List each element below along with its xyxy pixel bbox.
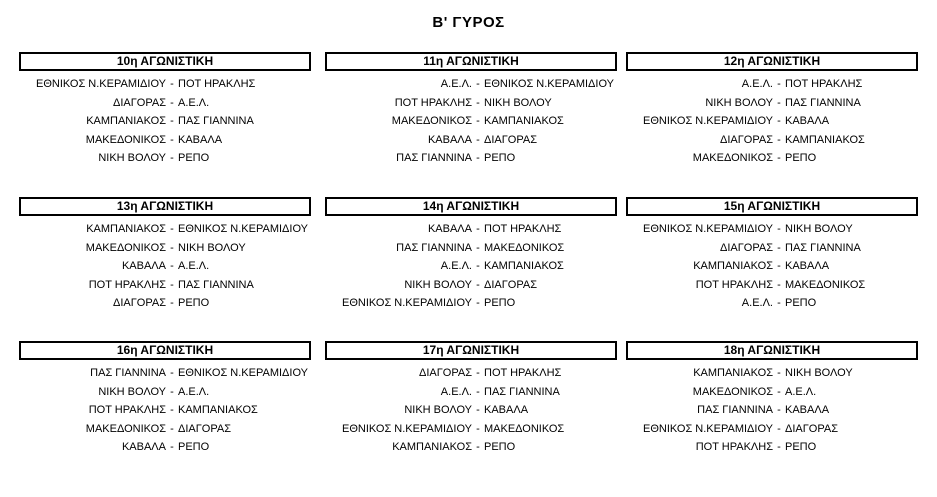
- match-separator: -: [476, 441, 480, 453]
- away-team: ΝΙΚΗ ΒΟΛΟΥ: [785, 223, 853, 235]
- match-row: [19, 75, 311, 94]
- home-team: ΠΑΣ ΓΙΑΝΝΙΝΑ: [396, 152, 472, 164]
- away-team: ΚΑΜΠΑΝΙΑΚΟΣ: [484, 115, 564, 127]
- round-header: 18η ΑΓΩΝΙΣΤΙΚΗ: [626, 341, 918, 360]
- match-separator: -: [170, 404, 174, 416]
- match-row: [19, 94, 311, 113]
- away-team: ΠΑΣ ΓΙΑΝΝΙΝΑ: [484, 385, 560, 398]
- away-team: ΡΕΠΟ: [484, 441, 516, 453]
- round-17: [325, 341, 617, 457]
- match-row: [325, 364, 617, 383]
- away-team: ΚΑΒΑΛΑ: [178, 133, 223, 146]
- round-18: [626, 341, 918, 457]
- away-team: ΚΑΒΑΛΑ: [785, 404, 830, 416]
- match-row: [626, 220, 918, 239]
- match-separator: -: [476, 223, 480, 235]
- match-separator: -: [777, 96, 781, 109]
- away-team: ΡΕΠΟ: [484, 297, 516, 309]
- match-row: [325, 294, 617, 313]
- home-team: ΕΘΝΙΚΟΣ Ν.ΚΕΡΑΜΙΔΙΟΥ: [342, 422, 472, 435]
- home-team: ΝΙΚΗ ΒΟΛΟΥ: [404, 404, 472, 416]
- match-separator: -: [777, 78, 781, 90]
- match-separator: -: [777, 385, 781, 398]
- away-team: ΠΑΣ ΓΙΑΝΝΙΝΑ: [785, 96, 861, 109]
- match-row: [19, 438, 311, 457]
- match-row: [325, 239, 617, 258]
- match-row: [19, 383, 311, 402]
- away-team: ΡΕΠΟ: [178, 297, 210, 309]
- away-team: ΝΙΚΗ ΒΟΛΟΥ: [785, 367, 853, 379]
- match-separator: -: [170, 385, 174, 398]
- away-team: ΜΑΚΕΔΟΝΙΚΟΣ: [785, 278, 866, 291]
- match-separator: -: [476, 115, 480, 127]
- match-separator: -: [476, 78, 480, 90]
- away-team: ΡΕΠΟ: [178, 152, 210, 164]
- away-team: ΔΙΑΓΟΡΑΣ: [785, 422, 839, 435]
- home-team: ΕΘΝΙΚΟΣ Ν.ΚΕΡΑΜΙΔΙΟΥ: [36, 78, 166, 90]
- match-list: [325, 75, 617, 168]
- round-10: [19, 52, 311, 168]
- away-team: Α.Ε.Λ.: [178, 96, 210, 109]
- away-team: ΠΟΤ ΗΡΑΚΛΗΣ: [484, 223, 562, 235]
- match-separator: -: [170, 260, 174, 272]
- home-team: Α.Ε.Λ.: [741, 297, 773, 309]
- match-row: [325, 149, 617, 168]
- match-separator: -: [476, 260, 480, 272]
- match-row: [325, 112, 617, 131]
- away-team: ΔΙΑΓΟΡΑΣ: [484, 278, 538, 291]
- home-team: ΜΑΚΕΔΟΝΙΚΟΣ: [85, 241, 166, 254]
- match-row: [626, 420, 918, 439]
- home-team: ΠΟΤ ΗΡΑΚΛΗΣ: [695, 278, 773, 291]
- match-separator: -: [170, 152, 174, 164]
- match-row: [626, 112, 918, 131]
- match-list: [626, 75, 918, 168]
- away-team: Α.Ε.Λ.: [178, 260, 210, 272]
- match-row: [19, 131, 311, 150]
- match-row: [325, 438, 617, 457]
- round-header: 12η ΑΓΩΝΙΣΤΙΚΗ: [626, 52, 918, 71]
- home-team: ΜΑΚΕΔΟΝΙΚΟΣ: [692, 152, 773, 164]
- home-team: ΚΑΜΠΑΝΙΑΚΟΣ: [86, 115, 166, 127]
- home-team: ΜΑΚΕΔΟΝΙΚΟΣ: [85, 133, 166, 146]
- match-separator: -: [476, 422, 480, 435]
- away-team: ΠΟΤ ΗΡΑΚΛΗΣ: [484, 367, 562, 379]
- round-14: [325, 197, 617, 313]
- away-team: ΝΙΚΗ ΒΟΛΟΥ: [484, 96, 552, 109]
- home-team: ΚΑΒΑΛΑ: [121, 260, 166, 272]
- match-row: [325, 220, 617, 239]
- home-team: ΝΙΚΗ ΒΟΛΟΥ: [98, 385, 166, 398]
- match-row: [19, 239, 311, 258]
- match-row: [626, 401, 918, 420]
- away-team: ΕΘΝΙΚΟΣ Ν.ΚΕΡΑΜΙΔΙΟΥ: [484, 78, 614, 90]
- home-team: ΠΟΤ ΗΡΑΚΛΗΣ: [88, 404, 166, 416]
- home-team: ΚΑΜΠΑΝΙΑΚΟΣ: [392, 441, 472, 453]
- match-row: [325, 276, 617, 295]
- match-separator: -: [777, 297, 781, 309]
- home-team: Α.Ε.Λ.: [440, 78, 472, 90]
- away-team: ΜΑΚΕΔΟΝΙΚΟΣ: [484, 241, 565, 254]
- home-team: ΠΟΤ ΗΡΑΚΛΗΣ: [88, 278, 166, 291]
- match-separator: -: [476, 278, 480, 291]
- match-separator: -: [476, 367, 480, 379]
- round-header: 11η ΑΓΩΝΙΣΤΙΚΗ: [325, 52, 617, 71]
- home-team: ΔΙΑΓΟΡΑΣ: [418, 367, 472, 379]
- match-row: [626, 94, 918, 113]
- match-separator: -: [170, 78, 174, 90]
- match-row: [19, 401, 311, 420]
- round-header: 13η ΑΓΩΝΙΣΤΙΚΗ: [19, 197, 311, 216]
- round-16: [19, 341, 311, 457]
- home-team: ΜΑΚΕΔΟΝΙΚΟΣ: [391, 115, 472, 127]
- away-team: Α.Ε.Λ.: [785, 385, 817, 398]
- match-separator: -: [777, 404, 781, 416]
- match-row: [626, 438, 918, 457]
- home-team: ΚΑΜΠΑΝΙΑΚΟΣ: [86, 223, 166, 235]
- round-header: 10η ΑΓΩΝΙΣΤΙΚΗ: [19, 52, 311, 71]
- match-separator: -: [777, 441, 781, 453]
- home-team: ΚΑΜΠΑΝΙΑΚΟΣ: [693, 260, 773, 272]
- away-team: ΡΕΠΟ: [178, 441, 210, 453]
- match-row: [19, 220, 311, 239]
- home-team: Α.Ε.Λ.: [741, 78, 773, 90]
- home-team: Α.Ε.Λ.: [440, 385, 472, 398]
- match-row: [325, 257, 617, 276]
- match-row: [325, 420, 617, 439]
- round-15: [626, 197, 918, 313]
- match-list: [19, 364, 311, 457]
- match-row: [626, 383, 918, 402]
- match-separator: -: [777, 422, 781, 435]
- match-row: [325, 401, 617, 420]
- home-team: ΕΘΝΙΚΟΣ Ν.ΚΕΡΑΜΙΔΙΟΥ: [643, 223, 773, 235]
- match-separator: -: [476, 385, 480, 398]
- home-team: ΝΙΚΗ ΒΟΛΟΥ: [404, 278, 472, 291]
- home-team: ΕΘΝΙΚΟΣ Ν.ΚΕΡΑΜΙΔΙΟΥ: [643, 422, 773, 435]
- match-list: [19, 75, 311, 168]
- home-team: ΠΑΣ ΓΙΑΝΝΙΝΑ: [90, 367, 166, 379]
- match-row: [19, 149, 311, 168]
- away-team: ΠΑΣ ΓΙΑΝΝΙΝΑ: [178, 278, 254, 291]
- match-row: [626, 131, 918, 150]
- home-team: ΝΙΚΗ ΒΟΛΟΥ: [98, 152, 166, 164]
- match-row: [19, 112, 311, 131]
- away-team: ΡΕΠΟ: [785, 297, 817, 309]
- page-title: Β' ΓΥΡΟΣ: [432, 14, 505, 31]
- match-row: [325, 94, 617, 113]
- away-team: ΠΟΤ ΗΡΑΚΛΗΣ: [178, 78, 256, 90]
- home-team: ΠΟΤ ΗΡΑΚΛΗΣ: [695, 441, 773, 453]
- home-team: ΔΙΑΓΟΡΑΣ: [112, 297, 166, 309]
- match-separator: -: [777, 133, 781, 146]
- match-row: [626, 257, 918, 276]
- home-team: ΝΙΚΗ ΒΟΛΟΥ: [705, 96, 773, 109]
- match-separator: -: [170, 422, 174, 435]
- away-team: ΡΕΠΟ: [785, 441, 817, 453]
- match-row: [626, 149, 918, 168]
- match-separator: -: [170, 115, 174, 127]
- match-row: [626, 294, 918, 313]
- match-row: [19, 276, 311, 295]
- away-team: ΠΑΣ ΓΙΑΝΝΙΝΑ: [178, 115, 254, 127]
- round-header: 15η ΑΓΩΝΙΣΤΙΚΗ: [626, 197, 918, 216]
- home-team: Α.Ε.Λ.: [440, 260, 472, 272]
- match-row: [626, 239, 918, 258]
- match-separator: -: [170, 223, 174, 235]
- round-11: [325, 52, 617, 168]
- match-separator: -: [476, 297, 480, 309]
- match-row: [626, 276, 918, 295]
- match-separator: -: [777, 223, 781, 235]
- match-row: [325, 383, 617, 402]
- match-row: [626, 75, 918, 94]
- match-row: [19, 420, 311, 439]
- match-row: [19, 257, 311, 276]
- away-team: ΚΑΜΠΑΝΙΑΚΟΣ: [785, 133, 865, 146]
- match-separator: -: [476, 96, 480, 109]
- match-separator: -: [777, 278, 781, 291]
- match-list: [626, 364, 918, 457]
- away-team: ΕΘΝΙΚΟΣ Ν.ΚΕΡΑΜΙΔΙΟΥ: [178, 223, 308, 235]
- away-team: ΡΕΠΟ: [785, 152, 817, 164]
- match-row: [325, 75, 617, 94]
- match-list: [19, 220, 311, 313]
- away-team: ΠΟΤ ΗΡΑΚΛΗΣ: [785, 78, 863, 90]
- match-row: [19, 364, 311, 383]
- match-list: [325, 220, 617, 313]
- match-separator: -: [170, 241, 174, 254]
- away-team: ΚΑΒΑΛΑ: [785, 115, 830, 127]
- home-team: ΠΑΣ ΓΙΑΝΝΙΝΑ: [697, 404, 773, 416]
- match-separator: -: [170, 96, 174, 109]
- away-team: Α.Ε.Λ.: [178, 385, 210, 398]
- away-team: ΔΙΑΓΟΡΑΣ: [178, 422, 232, 435]
- home-team: ΚΑΒΑΛΑ: [121, 441, 166, 453]
- away-team: ΚΑΒΑΛΑ: [785, 260, 830, 272]
- away-team: ΜΑΚΕΔΟΝΙΚΟΣ: [484, 422, 565, 435]
- away-team: ΚΑΒΑΛΑ: [484, 404, 529, 416]
- match-separator: -: [476, 133, 480, 146]
- away-team: ΠΑΣ ΓΙΑΝΝΙΝΑ: [785, 241, 861, 254]
- home-team: ΕΘΝΙΚΟΣ Ν.ΚΕΡΑΜΙΔΙΟΥ: [342, 297, 472, 309]
- home-team: ΚΑΒΑΛΑ: [427, 133, 472, 146]
- match-list: [325, 364, 617, 457]
- match-separator: -: [476, 241, 480, 254]
- home-team: ΜΑΚΕΔΟΝΙΚΟΣ: [85, 422, 166, 435]
- match-separator: -: [777, 260, 781, 272]
- match-separator: -: [777, 241, 781, 254]
- match-separator: -: [777, 152, 781, 164]
- round-12: [626, 52, 918, 168]
- match-separator: -: [170, 133, 174, 146]
- match-separator: -: [170, 441, 174, 453]
- away-team: ΡΕΠΟ: [484, 152, 516, 164]
- match-separator: -: [777, 367, 781, 379]
- away-team: ΝΙΚΗ ΒΟΛΟΥ: [178, 241, 246, 254]
- round-13: [19, 197, 311, 313]
- home-team: ΜΑΚΕΔΟΝΙΚΟΣ: [692, 385, 773, 398]
- round-header: 16η ΑΓΩΝΙΣΤΙΚΗ: [19, 341, 311, 360]
- home-team: ΠΑΣ ΓΙΑΝΝΙΝΑ: [396, 241, 472, 254]
- match-separator: -: [170, 367, 174, 379]
- away-team: ΔΙΑΓΟΡΑΣ: [484, 133, 538, 146]
- away-team: ΚΑΜΠΑΝΙΑΚΟΣ: [484, 260, 564, 272]
- match-row: [19, 294, 311, 313]
- match-separator: -: [476, 152, 480, 164]
- home-team: ΠΟΤ ΗΡΑΚΛΗΣ: [394, 96, 472, 109]
- home-team: ΔΙΑΓΟΡΑΣ: [719, 133, 773, 146]
- round-header: 17η ΑΓΩΝΙΣΤΙΚΗ: [325, 341, 617, 360]
- home-team: ΔΙΑΓΟΡΑΣ: [719, 241, 773, 254]
- match-separator: -: [777, 115, 781, 127]
- away-team: ΚΑΜΠΑΝΙΑΚΟΣ: [178, 404, 258, 416]
- away-team: ΕΘΝΙΚΟΣ Ν.ΚΕΡΑΜΙΔΙΟΥ: [178, 367, 308, 379]
- match-row: [325, 131, 617, 150]
- home-team: ΚΑΒΑΛΑ: [427, 223, 472, 235]
- match-separator: -: [170, 278, 174, 291]
- match-list: [626, 220, 918, 313]
- home-team: ΚΑΜΠΑΝΙΑΚΟΣ: [693, 367, 773, 379]
- match-separator: -: [170, 297, 174, 309]
- match-separator: -: [476, 404, 480, 416]
- match-row: [626, 364, 918, 383]
- home-team: ΔΙΑΓΟΡΑΣ: [112, 96, 166, 109]
- home-team: ΕΘΝΙΚΟΣ Ν.ΚΕΡΑΜΙΔΙΟΥ: [643, 115, 773, 127]
- round-header: 14η ΑΓΩΝΙΣΤΙΚΗ: [325, 197, 617, 216]
